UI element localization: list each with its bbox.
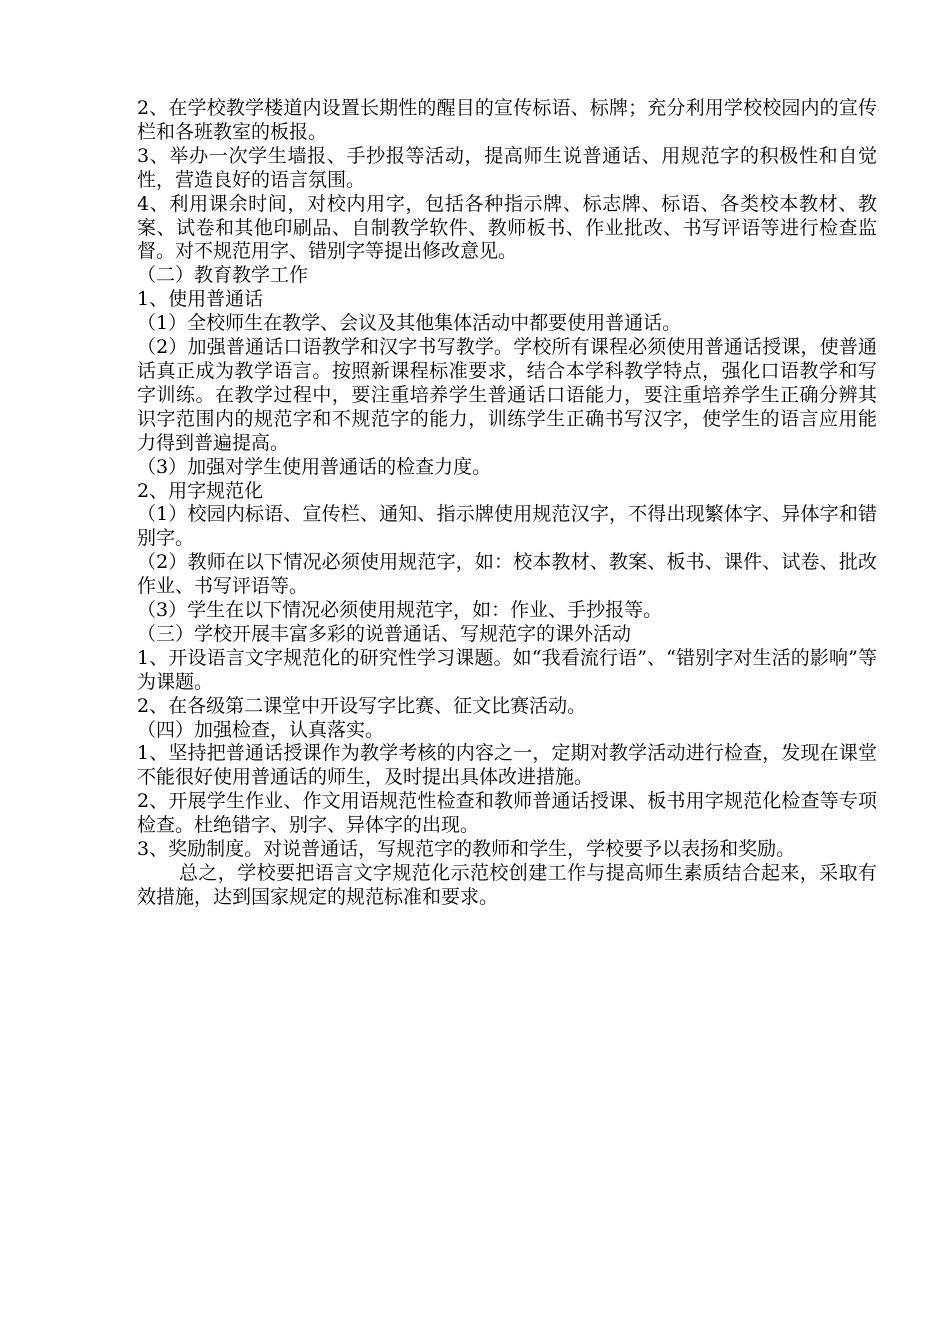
subsection-heading-putonghua: 1、使用普通话 (137, 288, 264, 311)
paragraph-characters-2: （2）教师在以下情况必须使用规范字，如：校本教材、教案、板书、课件、试卷、批改作业、书写评语等。 (137, 551, 877, 598)
paragraph-item-4: 4、利用课余时间，对校内用字，包括各种指示牌、标志牌、标语、各类校本教材、教案、试卷和其他印刷品、自制教学软件、教师板书、作业批改、书写评语等进行检查监督。对不规范用字、错别字等提出修改意见。 (137, 192, 877, 263)
paragraph-activity-2: 2、在各级第二课堂中开设写字比赛、征文比赛活动。 (137, 694, 587, 717)
paragraph-item-3: 3、举办一次学生墙报、手抄报等活动，提高师生说普通话、用规范字的积极性和自觉性，营造良好的语言氛围。 (137, 144, 877, 191)
paragraph-item-2: 2、在学校教学楼道内设置长期性的醒目的宣传标语、标牌；充分利用学校校园内的宣传栏和各班教室的板报。 (137, 97, 877, 143)
paragraph-inspection-2: 2、开展学生作业、作文用语规范性检查和教师普通话授课、板书用字规范化检查等专项检查。杜绝错字、别字、异体字的出现。 (137, 790, 877, 837)
paragraph-putonghua-2: （2）加强普通话口语教学和汉字书写教学。学校所有课程必须使用普通话授课，使普通话真正成为教学语言。按照新课程标准要求，结合本学科教学特点，强化口语教学和写字训练。在教学过程中，要注重培养学生普通话口语能力，要注重培养学生正确分辨其识字范围内的规范字和不规范字的能力，训练学生正确书写汉字，使学生的语言应用能力得到普遍提高。 (137, 336, 877, 454)
paragraph-characters-3: （3）学生在以下情况必须使用规范字，如：作业、手抄报等。 (137, 599, 663, 622)
paragraph-activity-1: 1、开设语言文字规范化的研究性学习课题。如“我看流行语”、“错别字对生活的影响”等为课题。 (137, 646, 877, 693)
paragraph-inspection-3: 3、奖励制度。对说普通话，写规范字的教师和学生，学校要予以表扬和奖励。 (137, 838, 796, 861)
paragraph-putonghua-1: （1）全校师生在教学、会议及其他集体活动中都要使用普通话。 (137, 312, 682, 335)
document-body (137, 97, 877, 910)
paragraph-conclusion: 总之，学校要把语言文字规范化示范校创建工作与提高师生素质结合起来，采取有效措施，达到国家规定的规范标准和要求。 (137, 862, 877, 908)
paragraph-inspection-1: 1、坚持把普通话授课作为教学考核的内容之一，定期对教学活动进行检查，发现在课堂不能很好使用普通话的师生，及时提出具体改进措施。 (137, 742, 877, 789)
section-heading-2: （二）教育教学工作 (137, 264, 309, 287)
paragraph-putonghua-3: （3）加强对学生使用普通话的检查力度。 (137, 455, 492, 478)
section-heading-3: （三）学校开展丰富多彩的说普通话、写规范字的课外活动 (137, 622, 632, 645)
paragraph-characters-1: （1）校园内标语、宣传栏、通知、指示牌使用规范汉字，不得出现繁体字、异体字和错别字。 (137, 503, 877, 550)
section-heading-4: （四）加强检查，认真落实。 (137, 718, 385, 741)
subsection-heading-characters: 2、用字规范化 (137, 479, 264, 502)
